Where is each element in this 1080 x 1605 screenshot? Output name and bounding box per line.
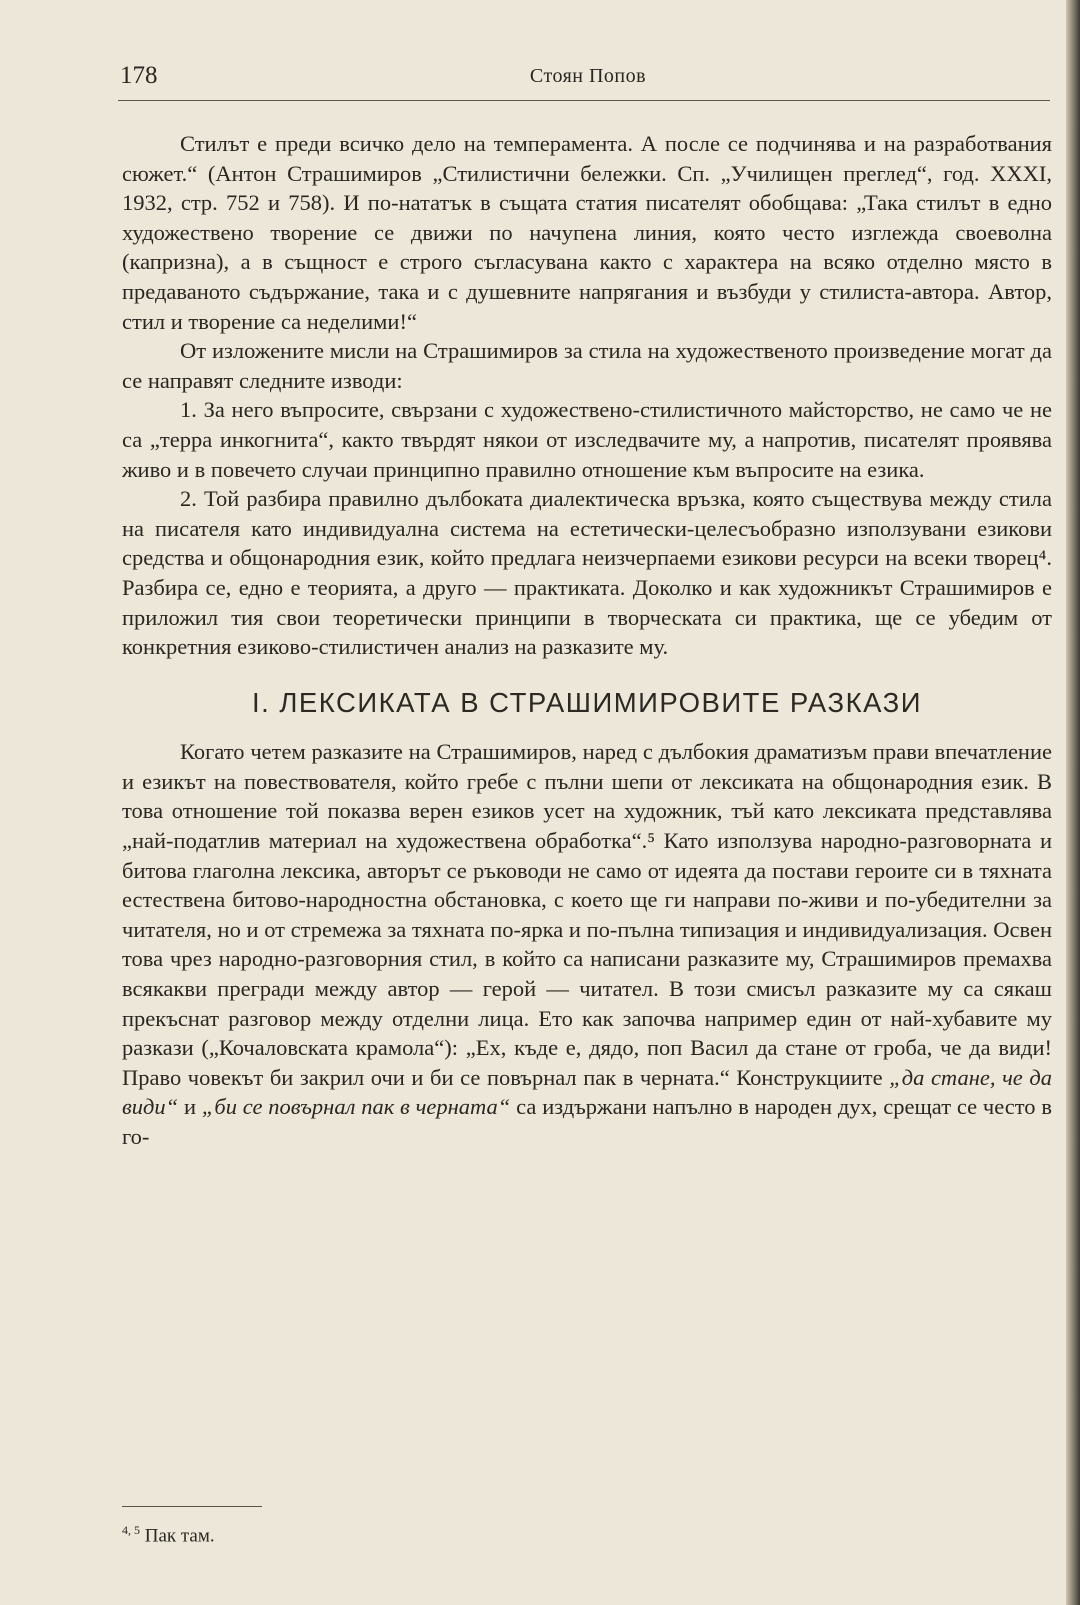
section-heading: I. ЛЕКСИКАТА В СТРАШИМИРОВИТЕ РАЗКАЗИ bbox=[251, 686, 923, 718]
section-paragraph bbox=[122, 737, 1052, 1151]
paragraph: 1. За него въпросите, свързани с художествено-стилистичното майсторство, не само че не са „терра инкогнита“, както твърдят някои от изследвачите му, а напротив, писателят проявява живо и в повечето случаи принципно правилно отношение към въпросите на езика. bbox=[122, 397, 1052, 482]
paragraph: От изложените мисли на Страшимиров за стила на художественото произведение могат да се направят следните изводи: bbox=[122, 338, 1052, 393]
footnote-rule bbox=[122, 1506, 262, 1507]
paragraph: Стилът е преди всичко дело на темперамента. А после се подчинява и на разработвания сюжет.“ (Антон Страшимиров „Стилистични бележки. Сп. „Училищен преглед“, год. XXXI, 1932, стр. 752 и 758). И по-нататък в същата статия писателят обобщава: „Така стилът в едно художествено творение се движи по начупена линия, която често изглежда своеволна (капризна), а в същност е строго съгласувана както с характера на всяко отделно място в предаваното съдържание, така и с душевните напрягания и възбуди у стилиста-автора. Автор, стил и творение са неделими!“ bbox=[122, 131, 1052, 334]
footnote bbox=[122, 1523, 215, 1547]
footnote-text: Пак там. bbox=[140, 1525, 215, 1547]
quoted-construction: „да стане, че да види“ bbox=[122, 1064, 1053, 1120]
paragraph-text: и bbox=[178, 1094, 202, 1120]
running-title: Стоян Попов bbox=[529, 65, 647, 87]
page-edge bbox=[1066, 0, 1080, 1605]
quoted-construction: „би се повърнал пак в черната“ bbox=[201, 1094, 511, 1120]
paragraph-text: Когато четем разказите на Страшимиров, наред с дълбокия драматизъм прави впечатление и езикът на повествователя, който гребе с пълни шепи от лексиката на общонародния език. В това отношение той показва верен езиков усет на художник, тъй като лексиката представлява „най-податлив материал на художествена обработка“.⁵ Като използува народно-разговорната и битова глаголна лексика, авторът се ръководи не само от идеята да постави героите си в тяхната естествена битово-народностна обстановка, с което ще ги направи по-живи и по-убедителни за читателя, но и от стремежа за тяхната по-ярка и по-пълна типизация и индивидуализация. Освен това чрез народно-разговорния стил, в който са написани разказите му, Страшимиров премахва всякакви прегради между автор — герой — читател. В този смисъл разказите му са сякаш прекъснат разговор между отделни лица. Ето как започва например един от най-хубавите му разкази („Кочаловската крамола“): „Ех, къде е, дядо, поп Васил да стане от гроба, че да види! Право човекът би закрил очи и би се повърнал пак в черната.“ Конструкциите bbox=[122, 739, 1052, 1090]
body-text bbox=[122, 129, 1052, 1152]
footnote-marks: 4, 5 bbox=[122, 1523, 140, 1537]
paragraph-text: са издържани напълно в народен дух, срещат се често в го- bbox=[122, 1094, 1052, 1149]
page-number: 178 bbox=[120, 62, 158, 89]
page-header bbox=[118, 62, 1058, 96]
header-rule bbox=[118, 100, 1050, 101]
paragraph: 2. Той разбира правилно дълбоката диалектическа връзка, която съществува между стила на писателя като индивидуална система на естетически-целесъобразно използувани езикови средства и общонародния език, който предлага неизчерпаеми езикови ресурси на всеки творец⁴. Разбира се, едно е теорията, а друго — практиката. Доколко и как художникът Страшимиров е приложил тия свои теоретически принципи в творческата си практика, ще се убедим от конкретния езиково-стилистичен анализ на разказите му. bbox=[122, 486, 1052, 660]
